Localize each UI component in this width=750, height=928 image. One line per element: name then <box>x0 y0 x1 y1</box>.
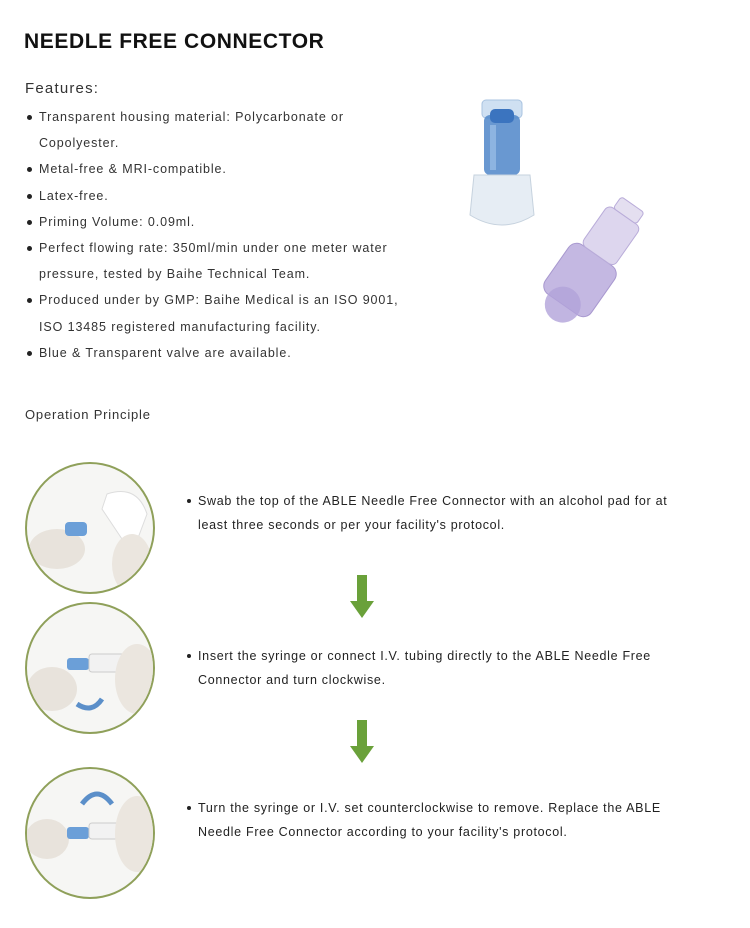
step-1-text: Swab the top of the ABLE Needle Free Connector with an alcohol pad for at least three seconds or per your facility's protocol. <box>187 490 678 537</box>
feature-item: Blue & Transparent valve are available. <box>26 340 446 366</box>
operation-heading: Operation Principle <box>25 407 151 422</box>
down-arrow-icon <box>350 720 374 764</box>
purple-connector-image <box>530 189 656 336</box>
feature-item: Transparent housing material: Polycarbonate or Copolyester. <box>26 104 399 156</box>
step-3-text: Turn the syringe or I.V. set counterclockwise to remove. Replace the ABLE Needle Free Connector according to your facility's protocol. <box>187 797 678 844</box>
step-2-image <box>25 602 155 734</box>
step-1-image <box>25 462 155 594</box>
step-3-image <box>25 767 155 899</box>
feature-item: Metal-free & MRI-compatible. <box>26 156 446 182</box>
step-2-text: Insert the syringe or connect I.V. tubing directly to the ABLE Needle Free Connector and turn clockwise. <box>187 645 678 692</box>
feature-item: Priming Volume: 0.09ml. <box>26 209 446 235</box>
feature-item: Latex-free. <box>26 183 446 209</box>
features-list <box>26 104 446 366</box>
down-arrow-icon <box>350 575 374 619</box>
feature-item: Produced under by GMP: Baihe Medical is an ISO 9001, ISO 13485 registered manufacturing facility. <box>26 287 409 339</box>
feature-item: Perfect flowing rate: 350ml/min under one meter water pressure, tested by Baihe Technical Team. <box>26 235 439 287</box>
product-image-connectors <box>460 95 660 355</box>
features-heading: Features: <box>25 80 100 97</box>
blue-connector-image <box>470 100 534 225</box>
page-title: NEEDLE FREE CONNECTOR <box>24 30 325 53</box>
